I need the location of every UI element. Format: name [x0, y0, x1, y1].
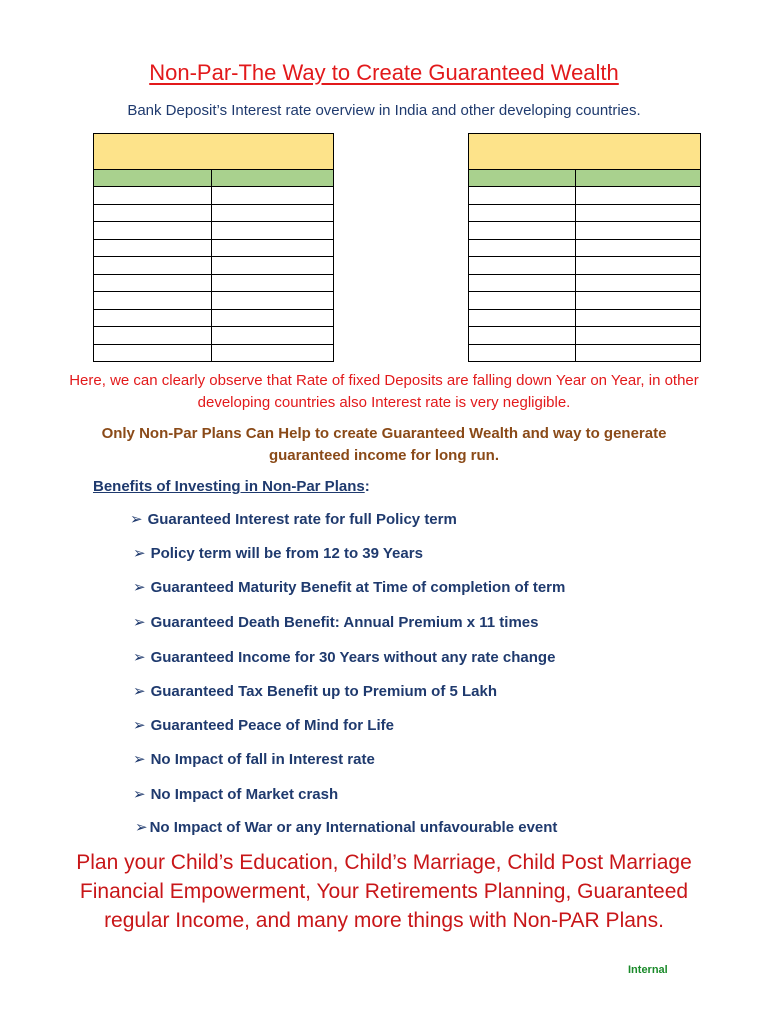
table-row: [469, 274, 701, 292]
arrow-bullet-icon: ➢: [133, 614, 146, 631]
table-row: [94, 327, 334, 345]
table-row: [469, 222, 701, 240]
arrow-bullet-icon: ➢: [133, 579, 146, 596]
table-row: [94, 292, 334, 310]
table-row: [469, 257, 701, 275]
closing-text: Plan your Child’s Education, Child’s Marriage, Child Post Marriage Financial Empowerment, Your Retirements Planning, Guaranteed regular Income, and many more things with Non-PAR Plans.: [76, 851, 692, 932]
benefit-text: No Impact of Market crash: [150, 786, 339, 803]
benefit-item: [133, 716, 394, 734]
arrow-bullet-icon: ➢: [133, 786, 146, 803]
arrow-bullet-icon: ➢: [133, 751, 146, 768]
table-row: [469, 327, 701, 345]
table-row: [94, 204, 334, 222]
table-column-header: [469, 170, 576, 187]
arrow-bullet-icon: ➢: [133, 545, 146, 562]
benefit-item: [133, 544, 423, 562]
benefit-item: [133, 613, 538, 631]
benefit-item: [133, 578, 565, 596]
table-row: [94, 257, 334, 275]
table-row: [94, 309, 334, 327]
other-countries-rate-table: [468, 133, 701, 362]
arrow-bullet-icon: ➢: [133, 649, 146, 666]
page-title: Non-Par-The Way to Create Guaranteed Wealth: [149, 60, 619, 85]
table-header-cell: [469, 134, 701, 170]
arrow-bullet-icon: ➢: [135, 819, 148, 836]
table-column-header: [575, 170, 700, 187]
benefit-item: [133, 648, 555, 666]
table-row: [469, 239, 701, 257]
table-row: [469, 292, 701, 310]
benefit-text: No Impact of War or any International unfavourable event: [149, 819, 558, 836]
table-row: [94, 239, 334, 257]
table-row: [469, 309, 701, 327]
india-rate-table: [93, 133, 334, 362]
table-row: [94, 222, 334, 240]
benefit-text: Guaranteed Income for 30 Years without any rate change: [150, 649, 556, 666]
arrow-bullet-icon: ➢: [130, 511, 143, 528]
benefit-text: Guaranteed Tax Benefit up to Premium of 5 Lakh: [150, 683, 498, 700]
arrow-bullet-icon: ➢: [133, 717, 146, 734]
benefit-text: No Impact of fall in Interest rate: [150, 751, 375, 768]
arrow-bullet-icon: ➢: [133, 683, 146, 700]
table-row: [469, 204, 701, 222]
table-row: [469, 344, 701, 362]
internal-classification-label: Internal: [628, 964, 668, 976]
benefit-text: Guaranteed Interest rate for full Policy term: [147, 511, 457, 528]
benefit-item: [133, 785, 338, 803]
table-row: [94, 274, 334, 292]
table-row: [469, 187, 701, 205]
benefit-item: [133, 682, 497, 700]
benefits-heading-label: Benefits of Investing in Non-Par Plans: [93, 478, 365, 495]
highlight-text: Only Non-Par Plans Can Help to create Guaranteed Wealth and way to generate guaranteed income for long run.: [101, 425, 667, 464]
benefit-text: Guaranteed Death Benefit: Annual Premium x 11 times: [150, 614, 539, 631]
table-row: [94, 187, 334, 205]
benefit-item: [135, 818, 557, 836]
benefit-text: Guaranteed Peace of Mind for Life: [150, 717, 394, 734]
benefit-text: Guaranteed Maturity Benefit at Time of completion of term: [150, 579, 566, 596]
benefit-item: [130, 510, 457, 528]
table-column-header: [211, 170, 334, 187]
benefit-text: Policy term will be from 12 to 39 Years: [150, 545, 423, 562]
benefit-item: [133, 750, 375, 768]
table-row: [94, 344, 334, 362]
page-subtitle: Bank Deposit’s Interest rate overview in India and other developing countries.: [127, 102, 641, 119]
benefits-heading-colon: :: [364, 478, 370, 495]
table-column-header: [94, 170, 212, 187]
table-header-cell: [94, 134, 334, 170]
observation-text: Here, we can clearly observe that Rate of fixed Deposits are falling down Year on Year, in other developing countries also Interest rate is very negligible.: [69, 372, 699, 411]
benefits-heading: [93, 478, 370, 495]
